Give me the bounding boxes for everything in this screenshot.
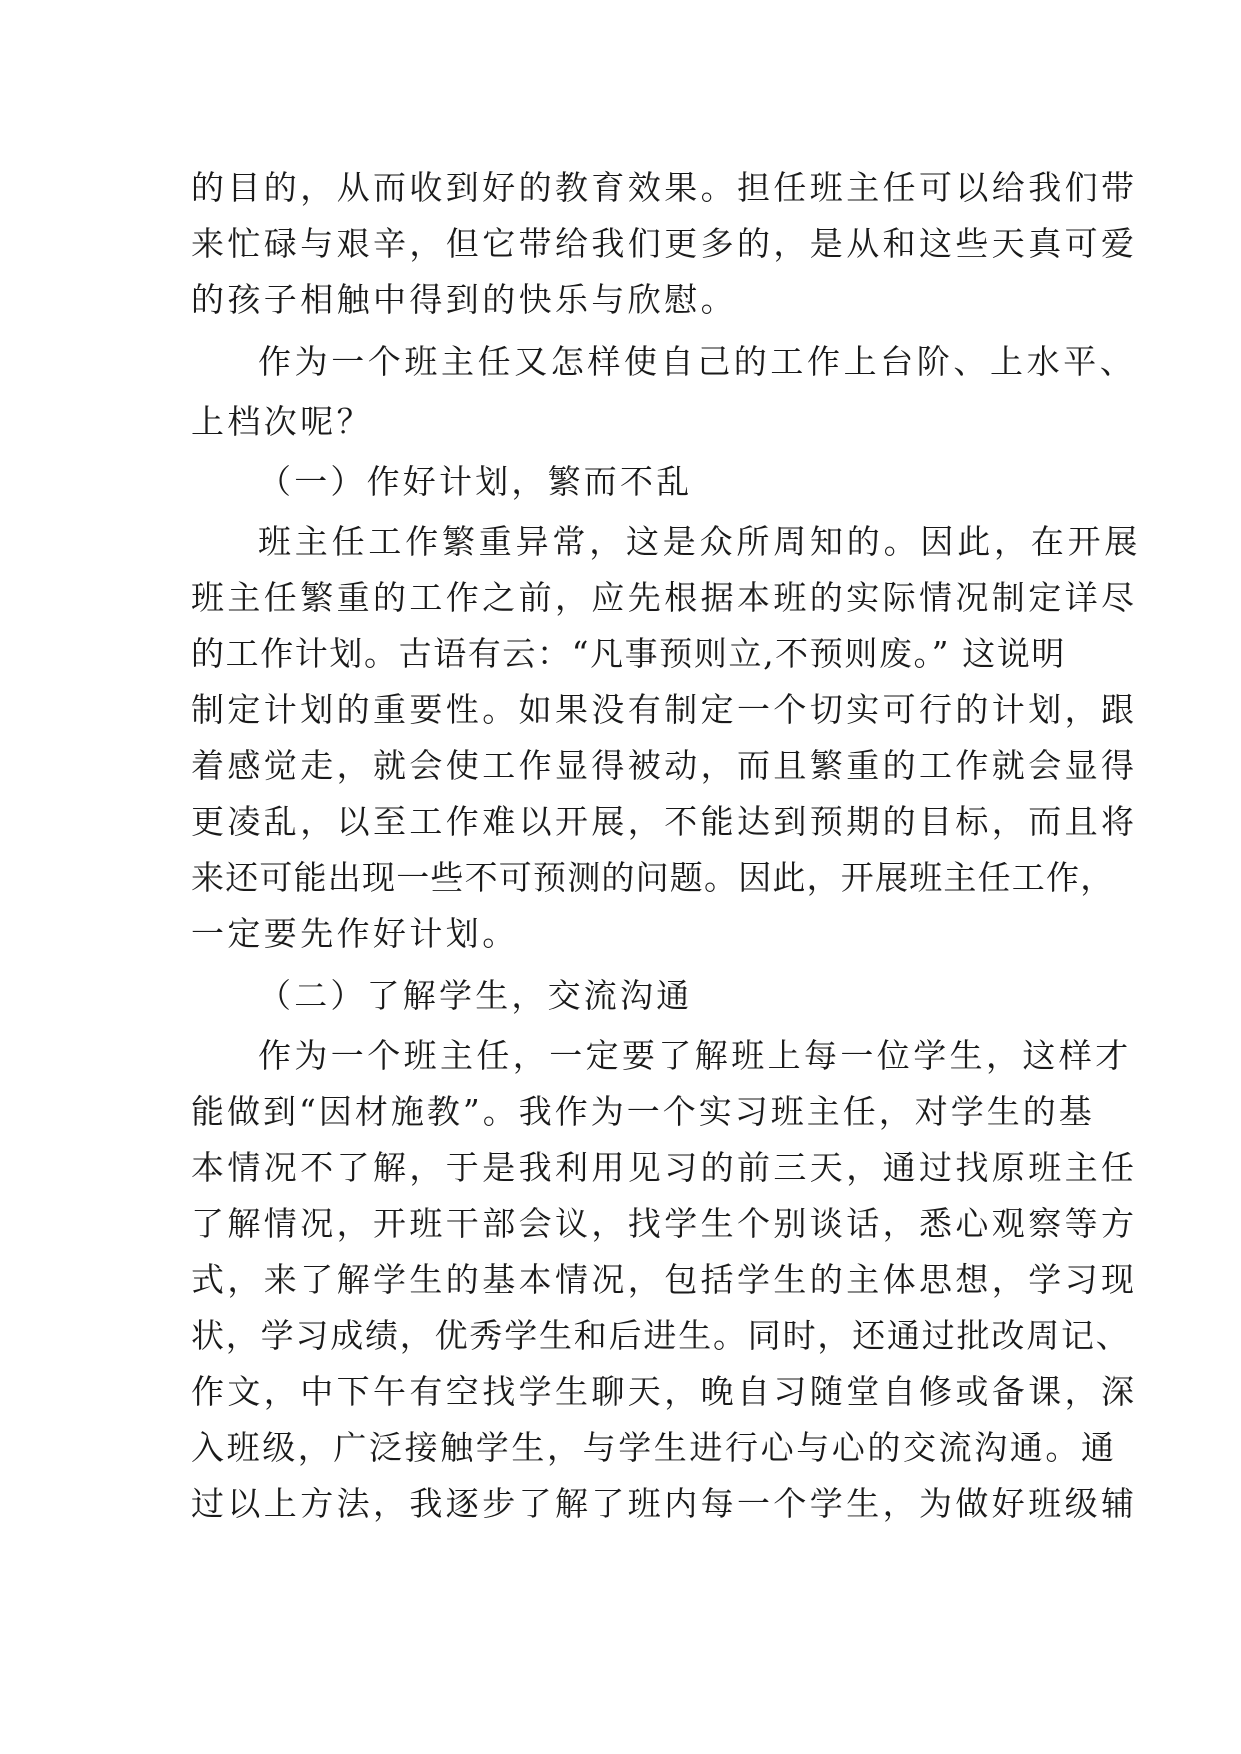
- text-line: 上档次呢？: [191, 402, 373, 441]
- paragraph-first-line: 作为一个班主任又怎样使自己的工作上台阶、上水平、: [258, 342, 1137, 381]
- section-heading: （二）了解学生，交流沟通: [258, 976, 693, 1015]
- paragraph-first-line: 作为一个班主任，一定要了解班上每一位学生，这样才: [258, 1036, 1132, 1075]
- section-heading: （一）作好计划，繁而不乱: [258, 462, 693, 501]
- text-line: 作文，中下午有空找学生聊天，晚自习随堂自修或备课，深: [191, 1372, 1138, 1411]
- text-line: 制定计划的重要性。如果没有制定一个切实可行的计划，跟: [191, 690, 1138, 729]
- text-line: 一定要先作好计划。: [191, 914, 519, 953]
- text-line: 了解情况，开班干部会议，找学生个别谈话，悉心观察等方: [191, 1204, 1138, 1243]
- text-line: 过以上方法，我逐步了解了班内每一个学生，为做好班级辅: [191, 1484, 1138, 1523]
- text-line: 的目的，从而收到好的教育效果。担任班主任可以给我们带: [191, 168, 1138, 207]
- text-line: 式，来了解学生的基本情况，包括学生的主体思想，学习现: [191, 1260, 1138, 1299]
- paragraph-first-line: 班主任工作繁重异常，这是众所周知的。因此，在开展: [258, 522, 1142, 561]
- text-line: 班主任繁重的工作之前，应先根据本班的实际情况制定详尽: [191, 578, 1138, 617]
- text-line: 更凌乱，以至工作难以开展，不能达到预期的目标，而且将: [191, 802, 1138, 841]
- text-line: 来还可能出现一些不可预测的问题。因此，开展班主任工作，: [191, 858, 1115, 897]
- text-line: 本情况不了解，于是我利用见习的前三天，通过找原班主任: [191, 1148, 1138, 1187]
- text-line: 来忙碌与艰辛，但它带给我们更多的，是从和这些天真可爱: [191, 224, 1138, 263]
- text-line: 能做到“因材施教”。我作为一个实习班主任，对学生的基: [191, 1092, 1095, 1131]
- text-line: 的孩子相触中得到的快乐与欣慰。: [191, 280, 737, 319]
- text-line: 着感觉走，就会使工作显得被动，而且繁重的工作就会显得: [191, 746, 1138, 785]
- text-line: 的工作计划。古语有云：“凡事预则立,不预则废。” 这说明: [191, 634, 1067, 673]
- text-line: 入班级，广泛接触学生，与学生进行心与心的交流沟通。通: [191, 1428, 1117, 1467]
- text-line: 状，学习成绩，优秀学生和后进生。同时，还通过批改周记、: [191, 1316, 1131, 1355]
